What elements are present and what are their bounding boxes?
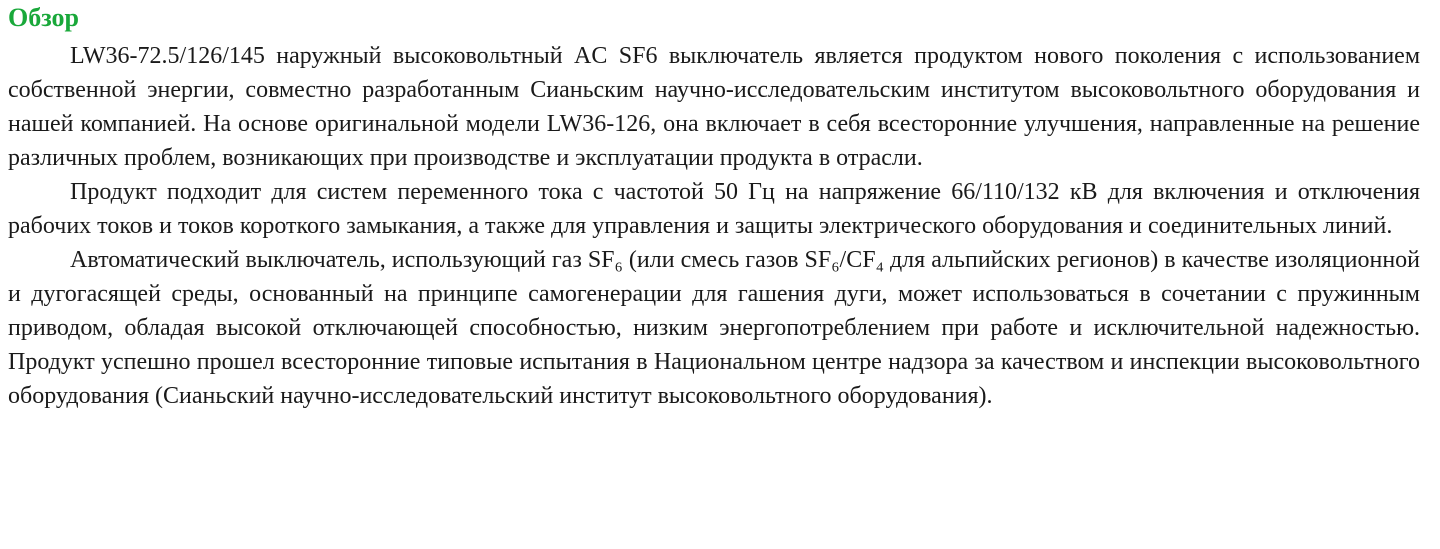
paragraph-application: Продукт подходит для систем переменного тока с частотой 50 Гц на напряжение 66/110/132 кВ для включения и отключения рабочих токов и токов короткого замыкания, а также для управления и защиты электрического оборудования и соединительных линий. bbox=[8, 179, 1420, 239]
paragraph-features: Автоматический выключатель, использующий газ SF₆ (или смесь газов SF₆/CF₄ для альпийских регионов) в качестве изоляционной и дугогасящей среды, основанный на принципе самогенерации для гашения дуги, может использоваться в сочетании с пружинным приводом, обладая высокой отключающей способностью, низким энергопотреблением при работе и исключительной надежностью. Продукт успешно прошел всесторонние типовые испытания в Национальном центре надзора за качеством и инспекции высоковольтного оборудования (Сианьский научно-исследовательский институт высоковольтного оборудования). bbox=[8, 247, 1420, 409]
paragraph-intro: LW36-72.5/126/145 наружный высоковольтный AC SF6 выключатель является продуктом нового поколения с использованием собственной энергии, совместно разработанным Сианьским научно-исследовательским институтом высоковольтного оборудования и нашей компанией. На основе оригинальной модели LW36-126, она включает в себя всесторонние улучшения, направленные на решение различных проблем, возникающих при производстве и эксплуатации продукта в отрасли. bbox=[8, 43, 1420, 171]
section-heading: Обзор bbox=[8, 3, 79, 32]
